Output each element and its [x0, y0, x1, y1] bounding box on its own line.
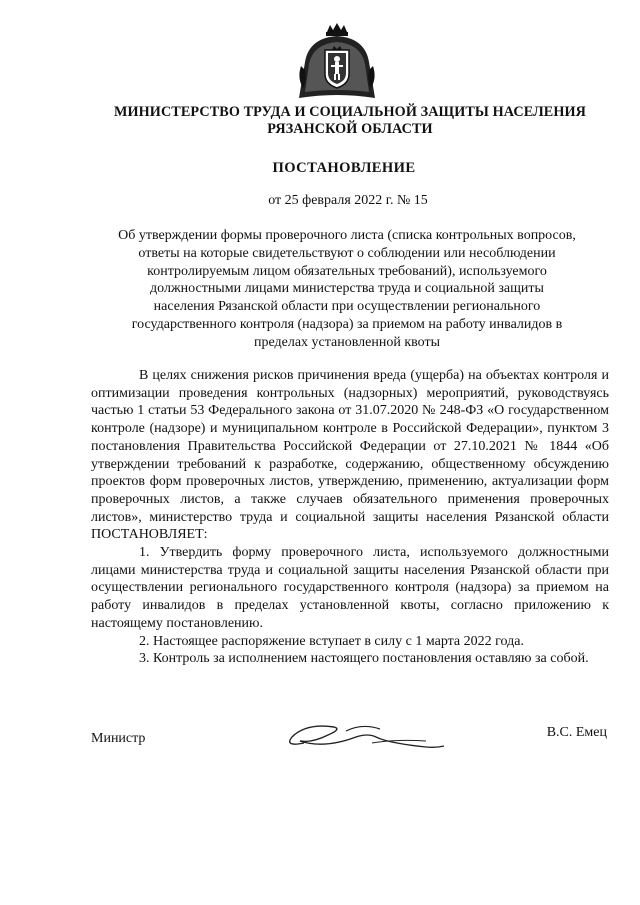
signature-block: [91, 713, 609, 773]
document-date-number: от 25 февраля 2022 г. № 15: [268, 193, 428, 208]
signer-position: Министр: [91, 731, 146, 746]
handwritten-signature-icon: [276, 713, 451, 761]
ministry-title-line1: МИНИСТЕРСТВО ТРУДА И СОЦИАЛЬНОЙ ЗАЩИТЫ НАСЕЛЕНИЯ: [114, 104, 586, 120]
signer-name: В.С. Емец: [546, 725, 607, 740]
body-item-1: 1. Утвердить форму проверочного листа, используемого должностными лицами министерства труда и социальной защиты населения Рязанской области при осуществлении регионального государственного контроля (надзора) за приемом на работу инвалидов в пределах установленной квоты, согласно приложению к настоящему постановлению.: [91, 545, 609, 631]
body-item-3: 3. Контроль за исполнением настоящего постановления оставляю за собой.: [139, 651, 589, 667]
ministry-title: [0, 104, 640, 138]
body-preamble: В целях снижения рисков причинения вреда (ущерба) на объектах контроля и оптимизации проведения контрольных (надзорных) мероприятий, руководствуясь частью 1 статьи 53 Федерального закона от 31.07.2020 № 248-ФЗ «О государственном контроле (надзоре) и муниципальном контроле в Российской Федерации», пунктом 3 постановления Правительства Российской Федерации от 27.10.2021 № 1844 «Об утверждении требований к разработке, содержанию, общественному обсуждению проектов форм проверочных листов, утверждению, применению, актуализации форм проверочных листов, а также случаев обязательного применения проверочных листов», министерство труда и социальной защиты населения Рязанской области ПОСТАНОВЛЯЕТ:: [91, 368, 609, 543]
ministry-title-line2: РЯЗАНСКОЙ ОБЛАСТИ: [267, 121, 433, 137]
coat-of-arms-icon: [295, 22, 379, 102]
document-subject: Об утверждении формы проверочного листа (списка контрольных вопросов, ответы на которые свидетельствуют о соблюдении или несоблюдении контролируемым лицом обязательных требований), используемого должностными лицами министерства труда и социальной защиты населения Рязанской области при осуществлении регионального государственного контроля (надзора) за приемом на работу инвалидов в пределах установленной квоты: [118, 228, 576, 350]
document-type: ПОСТАНОВЛЕНИЕ: [272, 160, 416, 176]
document-body: [91, 367, 609, 668]
body-item-2: 2. Настоящее распоряжение вступает в силу с 1 марта 2022 года.: [139, 633, 524, 649]
